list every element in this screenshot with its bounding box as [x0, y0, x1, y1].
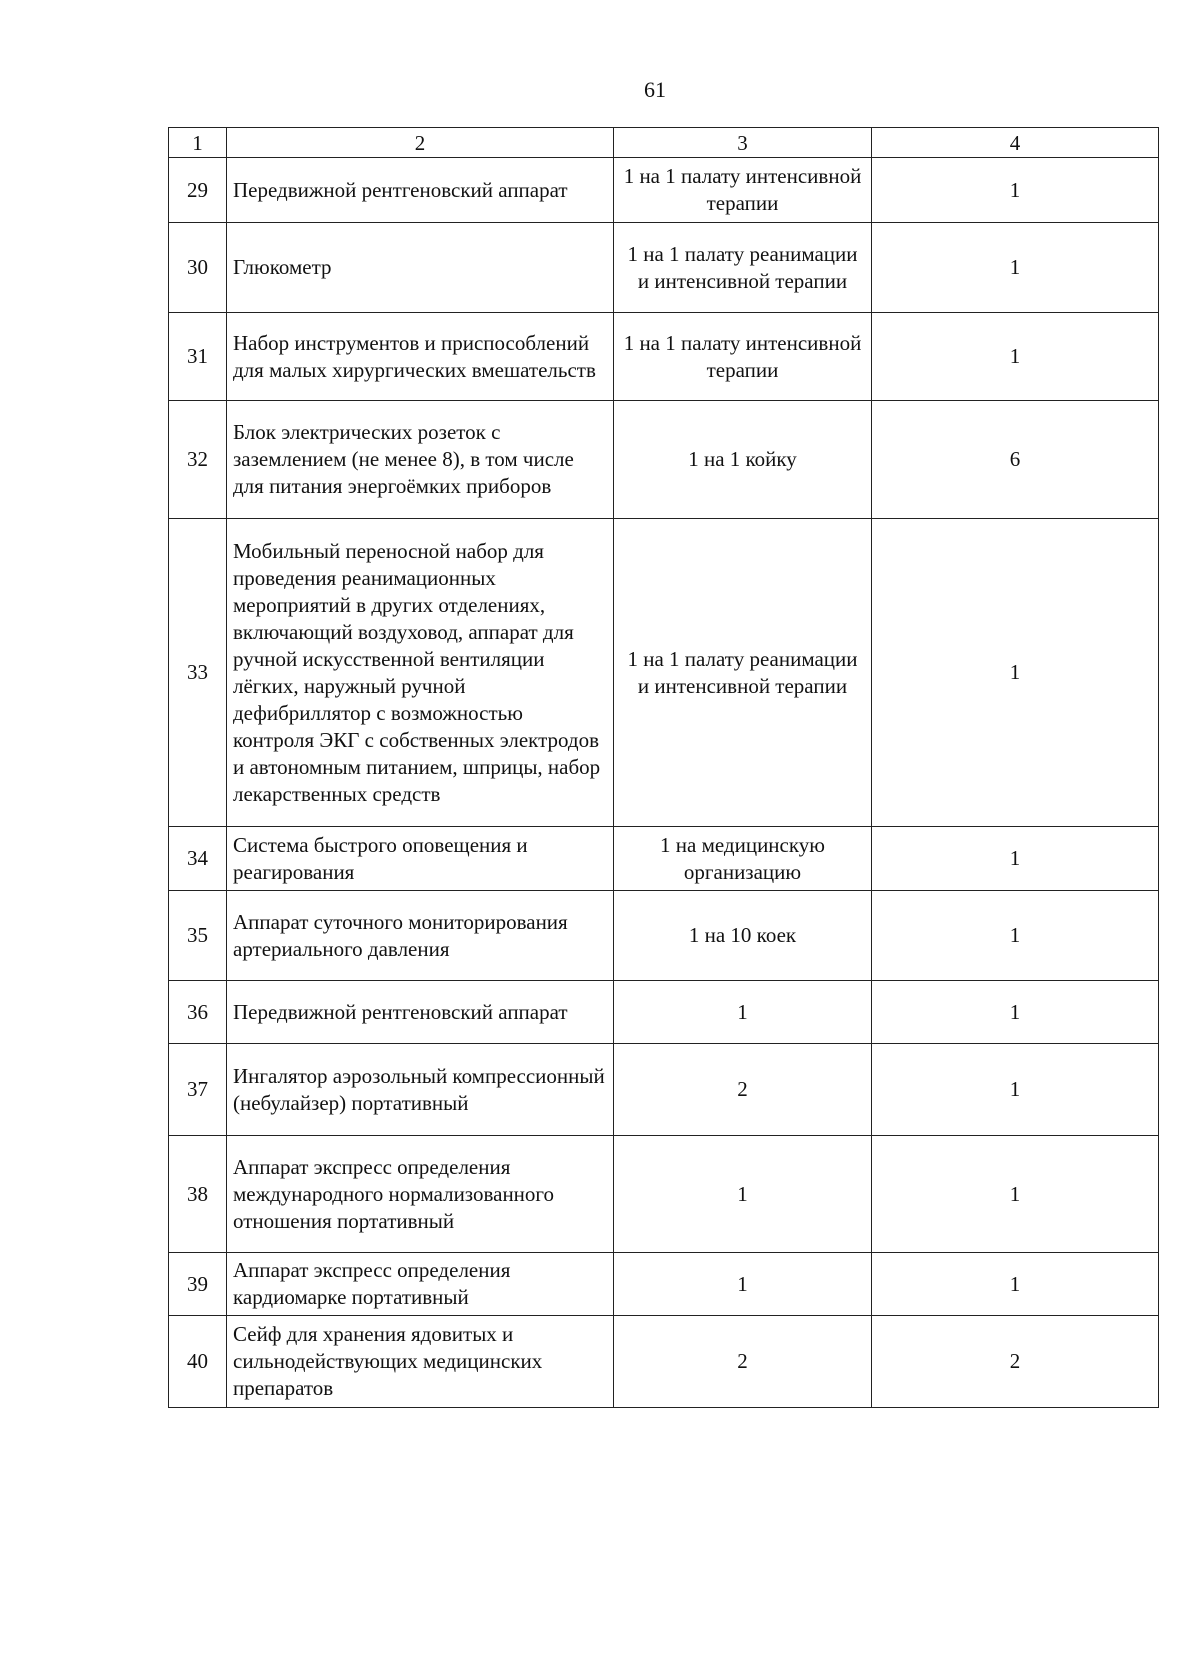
count-cell: 1 [872, 158, 1159, 223]
column-header: 1 [169, 128, 227, 158]
table-row [169, 519, 1159, 827]
equipment-name: Аппарат экспресс определения кардиомарке портативный [227, 1253, 614, 1316]
table-row [169, 1253, 1159, 1316]
table-row [169, 1136, 1159, 1253]
column-header: 3 [614, 128, 872, 158]
row-number: 29 [169, 158, 227, 223]
count-cell: 1 [872, 1136, 1159, 1253]
count-cell: 1 [872, 981, 1159, 1044]
requirement-cell: 2 [614, 1044, 872, 1136]
requirement-cell: 1 на 1 палату интенсивной терапии [614, 313, 872, 401]
count-cell: 1 [872, 891, 1159, 981]
requirement-cell: 1 [614, 1253, 872, 1316]
equipment-table [168, 127, 1159, 1408]
count-cell: 1 [872, 827, 1159, 891]
table-row [169, 891, 1159, 981]
table-row [169, 158, 1159, 223]
equipment-name: Сейф для хранения ядовитых и сильнодействующих медицинских препаратов [227, 1316, 614, 1408]
equipment-name: Набор инструментов и приспособлений для малых хирургических вмешательств [227, 313, 614, 401]
requirement-cell: 1 на 1 палату реанимации и интенсивной терапии [614, 519, 872, 827]
table-row [169, 1316, 1159, 1408]
table-header-row [169, 128, 1159, 158]
table-row [169, 981, 1159, 1044]
table-row [169, 223, 1159, 313]
equipment-name: Система быстрого оповещения и реагирования [227, 827, 614, 891]
row-number: 37 [169, 1044, 227, 1136]
equipment-name: Аппарат экспресс определения международного нормализованного отношения портативный [227, 1136, 614, 1253]
equipment-name: Мобильный переносной набор для проведения реанимационных мероприятий в других отделениях, включающий воздуховод, аппарат для ручной искусственной вентиляции лёгких, наружный ручной дефибриллятор с возможностью контроля ЭКГ с собственных электродов и автономным питанием, шприцы, набор лекарственных средств [227, 519, 614, 827]
row-number: 32 [169, 401, 227, 519]
requirement-cell: 2 [614, 1316, 872, 1408]
count-cell: 1 [872, 313, 1159, 401]
table-row [169, 1044, 1159, 1136]
row-number: 36 [169, 981, 227, 1044]
row-number: 35 [169, 891, 227, 981]
equipment-name: Ингалятор аэрозольный компрессионный (небулайзер) портативный [227, 1044, 614, 1136]
count-cell: 2 [872, 1316, 1159, 1408]
requirement-cell: 1 [614, 981, 872, 1044]
row-number: 30 [169, 223, 227, 313]
table-row [169, 827, 1159, 891]
requirement-cell: 1 на 1 палату реанимации и интенсивной терапии [614, 223, 872, 313]
row-number: 34 [169, 827, 227, 891]
requirement-cell: 1 на медицинскую организацию [614, 827, 872, 891]
count-cell: 1 [872, 1044, 1159, 1136]
column-header: 2 [227, 128, 614, 158]
requirement-cell: 1 [614, 1136, 872, 1253]
column-header: 4 [872, 128, 1159, 158]
equipment-name: Передвижной рентгеновский аппарат [227, 981, 614, 1044]
requirement-cell: 1 на 1 койку [614, 401, 872, 519]
requirement-cell: 1 на 1 палату интенсивной терапии [614, 158, 872, 223]
count-cell: 1 [872, 1253, 1159, 1316]
row-number: 33 [169, 519, 227, 827]
row-number: 31 [169, 313, 227, 401]
count-cell: 6 [872, 401, 1159, 519]
row-number: 38 [169, 1136, 227, 1253]
equipment-name: Аппарат суточного мониторирования артериального давления [227, 891, 614, 981]
requirement-cell: 1 на 10 коек [614, 891, 872, 981]
page-number: 61 [644, 77, 666, 102]
table-row [169, 313, 1159, 401]
equipment-name: Передвижной рентгеновский аппарат [227, 158, 614, 223]
row-number: 40 [169, 1316, 227, 1408]
equipment-name: Глюкометр [227, 223, 614, 313]
count-cell: 1 [872, 223, 1159, 313]
table-row [169, 401, 1159, 519]
row-number: 39 [169, 1253, 227, 1316]
count-cell: 1 [872, 519, 1159, 827]
equipment-name: Блок электрических розеток с заземлением (не менее 8), в том числе для питания энергоёмких приборов [227, 401, 614, 519]
